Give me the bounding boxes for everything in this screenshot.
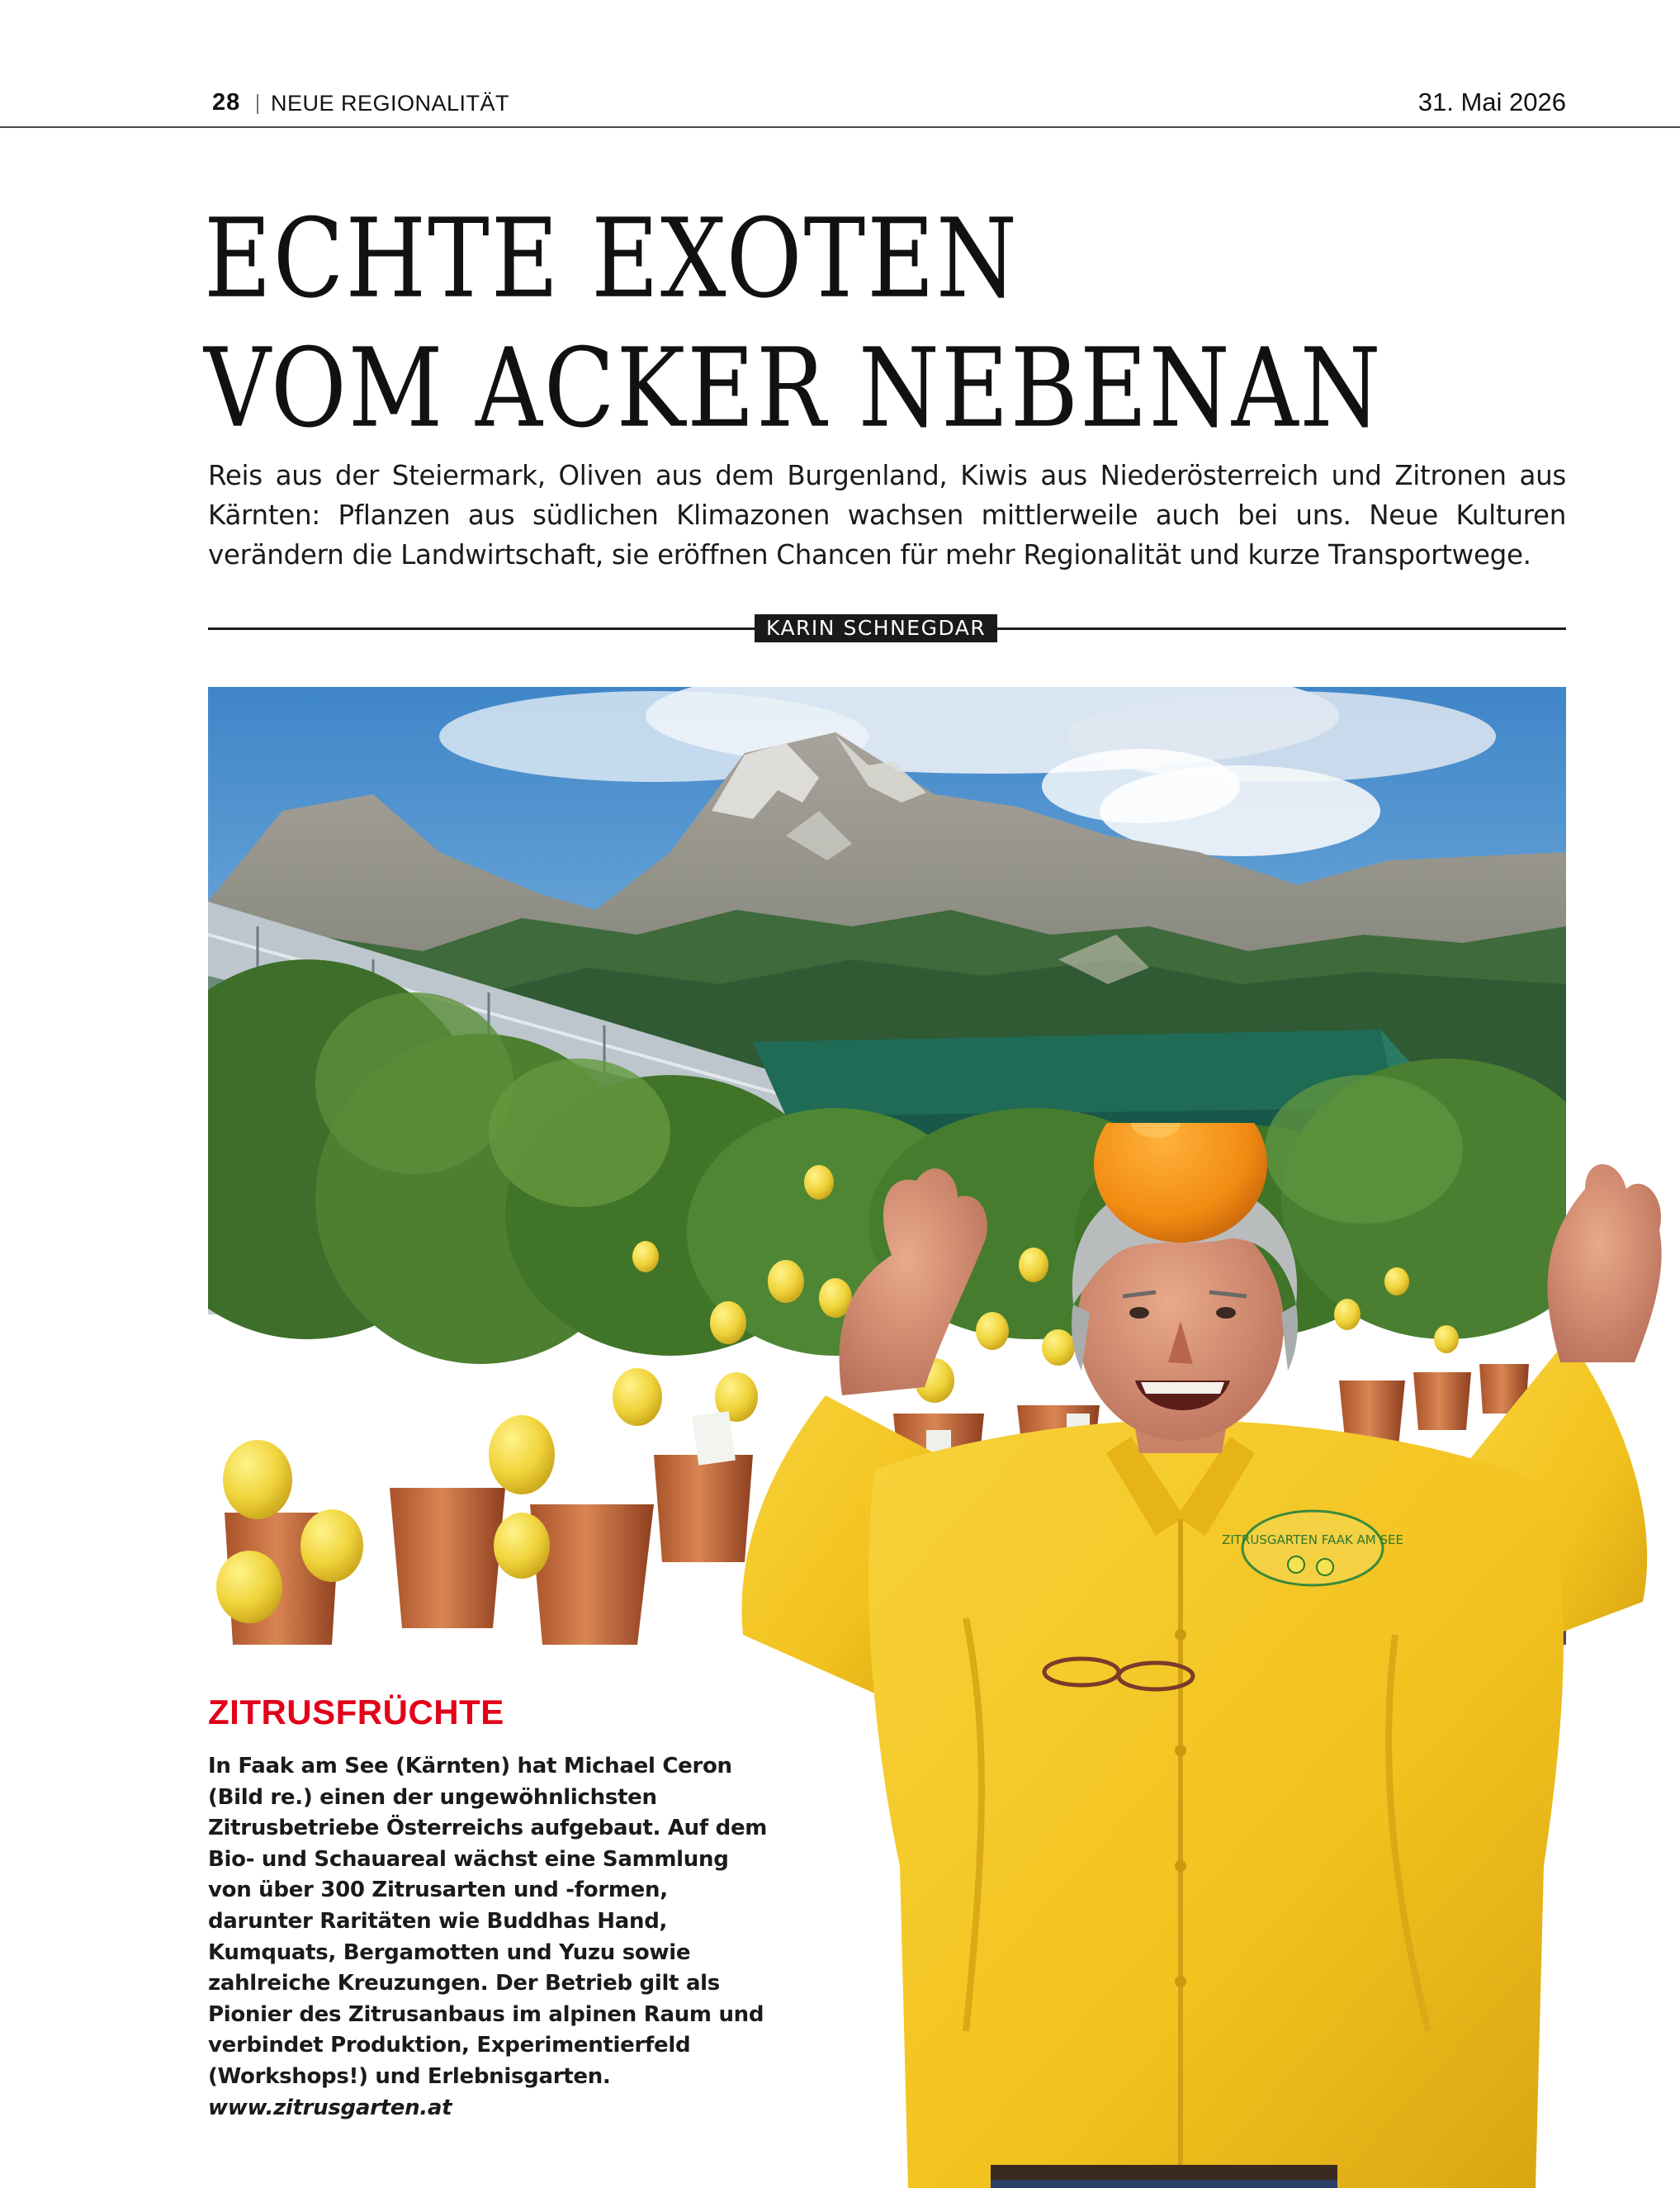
sidebar-kicker: ZITRUSFRÜCHTE bbox=[208, 1693, 504, 1731]
headline bbox=[204, 195, 1574, 454]
website-link[interactable]: www.zitrusgarten.at bbox=[208, 2095, 452, 2120]
portrait-illustration bbox=[718, 1123, 1680, 2188]
header-separator bbox=[257, 94, 258, 114]
section-label: NEUE REGIONALITÄT bbox=[271, 91, 510, 116]
sidebar-body-text: In Faak am See (Kärnten) hat Michael Ceron (Bild re.) einen der ungewöhnlichsten Zitrusbetriebe Österreichs aufgebaut. Auf dem Bio- und Schauareal wächst eine Sammlung von über 300 Zitrusarten und -formen, darunter Raritäten wie Buddhas Hand, Kumquats, Bergamotten und Yuzu sowie zahlreiche Kreuzungen. Der Betrieb gilt als Pionier des Zitrusanbaus im alpinen Raum und verbindet Produktion, Experimentierfeld (Workshops!) und Erlebnisgarten. bbox=[208, 1754, 768, 2089]
michael-ceron-portrait bbox=[718, 1123, 1680, 2188]
header-rule bbox=[0, 126, 1680, 128]
shirt-embroidery: ZITRUSGARTEN FAAK AM SEE bbox=[1222, 1532, 1403, 1547]
page-number: 28 bbox=[212, 89, 241, 116]
standfirst: Reis aus der Steiermark, Oliven aus dem Burgenland, Kiwis aus Niederösterreich und Zitronen aus Kärnten: Pflanzen aus südlichen Klimazonen wachsen mittlerweile auch bei uns. Neue Kulturen verändern die Landwirtschaft, sie eröffnen Chancen für mehr Regionalität und kurze Transportwege. bbox=[208, 460, 1566, 571]
sidebar-body bbox=[208, 1751, 769, 2124]
headline-line-2: VOM ACKER NEBENAN bbox=[204, 325, 1383, 452]
byline: KARIN SCHNEGDAR bbox=[755, 614, 997, 642]
running-header bbox=[0, 0, 1680, 130]
headline-line-1: ECHTE EXOTEN bbox=[204, 196, 1019, 323]
issue-date: 31. Mai 2026 bbox=[1417, 88, 1566, 116]
